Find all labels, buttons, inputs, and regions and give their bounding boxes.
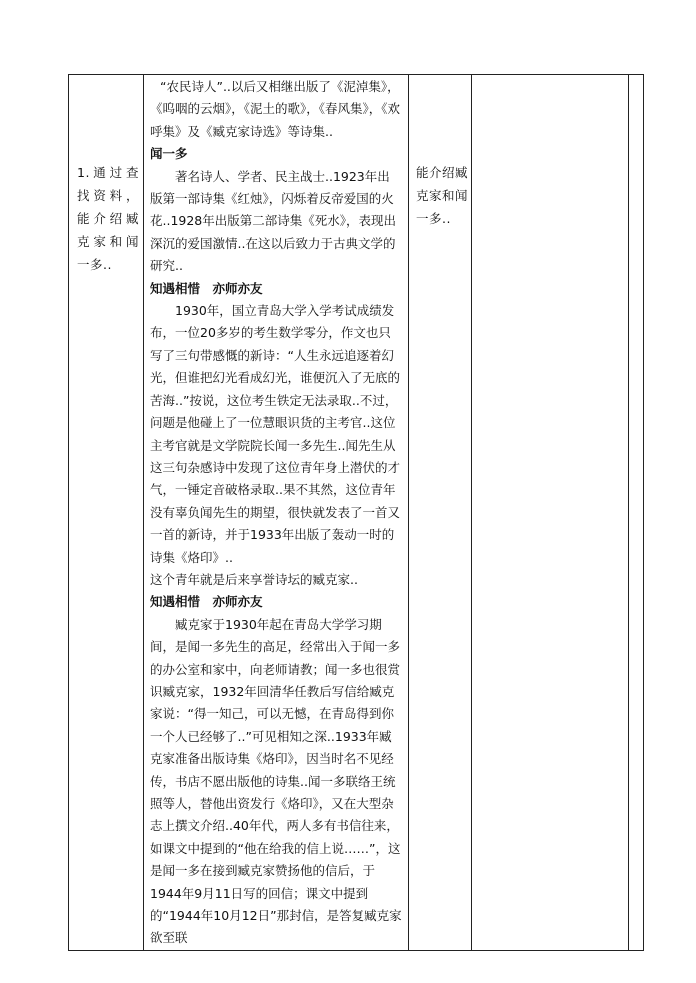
objective-cell	[69, 75, 144, 951]
lesson-plan-table	[68, 74, 644, 951]
objective-text: 1.通过查找资料，能介绍臧克家和闻一多..	[77, 165, 139, 272]
content-body	[144, 75, 408, 950]
empty-cell-5	[629, 75, 644, 951]
brief-cell	[409, 75, 472, 951]
wenyiduo-paragraph: 著名诗人、学者、民主战士..1923年出版第一部诗集《红烛》，闪烁着反帝爱国的火花..1928年出版第二部诗集《死水》，表现出深沉的爱国激情..在这以后致力于古典文学的研究..	[150, 168, 397, 274]
heading-wenyiduo: 闻一多	[150, 146, 188, 162]
table-row	[69, 75, 644, 951]
intro-paragraph: “农民诗人”..以后又相继出版了《泥淖集》，《呜咽的云烟》，《泥土的歌》，《春风集》，《欢呼集》及《臧克家诗选》等诗集..	[150, 79, 401, 139]
story-1-closing: 这个青年就是后来享誉诗坛的臧克家..	[150, 571, 358, 587]
story-1-paragraph: 1930年，国立青岛大学入学考试成绩发布，一位20多岁的考生数学零分，作文也只写了三句带感慨的新诗：“人生永远追逐着幻光，但谁把幻光看成幻光，谁便沉入了无底的苦海..”按说，这位考生铁定无法录取..不过，问题是他碰上了一位慧眼识货的主考官..这位主考官就是文学院院长闻一多先生..闻先生从这三句杂感诗中发现了这位青年身上潜伏的才气，一锤定音破格录取..果不其然，这位青年没有辜负闻先生的期望，很快就发表了一首又一首的新诗，并于1933年出版了轰动一时的诗集《烙印》..	[150, 303, 401, 565]
heading-story-2: 知遇相惜 亦师亦友	[150, 594, 263, 610]
heading-story-1: 知遇相惜 亦师亦友	[150, 280, 263, 296]
brief-text: 能介绍臧克家和闻一多..	[416, 165, 469, 226]
content-cell	[144, 75, 409, 951]
empty-cell-4	[472, 75, 629, 951]
story-2-paragraph: 臧克家于1930年起在青岛大学学习期间，是闻一多先生的高足，经常出入于闻一多的办公室和家中，向老师请教；闻一多也很赏识臧克家，1932年回清华任教后写信给臧克家说：“得一知己，可以无憾，在青岛得到你一个人已经够了..”可见相知之深..1933年臧克家准备出版诗集《烙印》，因当时名不见经传，书店不愿出版他的诗集..闻一多联络王统照等人，替他出资发行《烙印》，又在大型杂志上撰文介绍..40年代，两人多有书信往来，如课文中提到的“他在给我的信上说……”，这是闻一多在接到臧克家赞扬他的信后，于1944年9月11日写的回信；课文中提到的“1944年10月12日”那封信，是答复臧克家欲至联	[150, 616, 402, 946]
